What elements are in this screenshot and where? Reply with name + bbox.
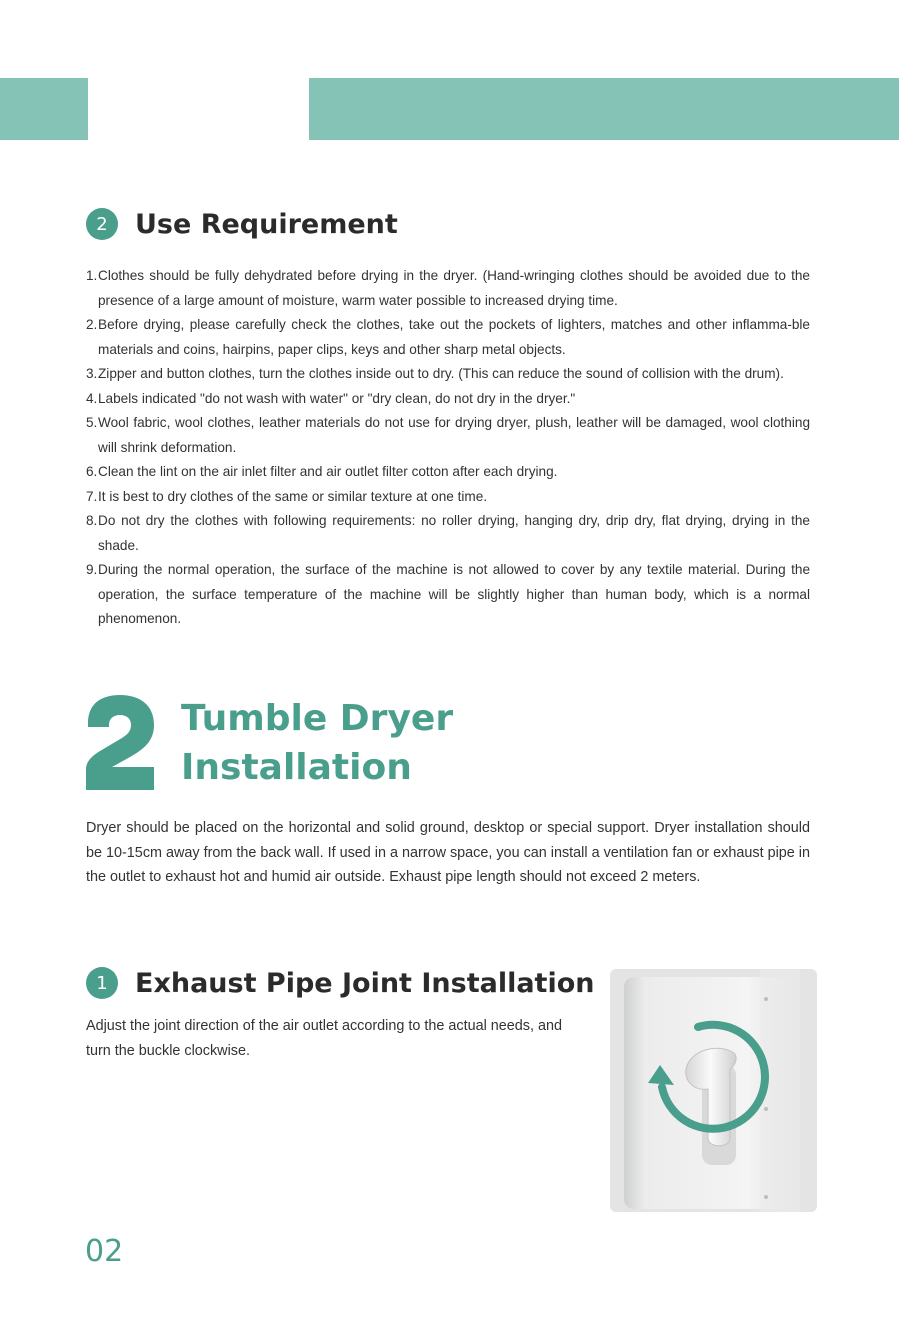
list-item-text: Before drying, please carefully check the clothes, take out the pockets of lighters, matches and other inflamma-ble materials and coins, hairpins, paper clips, keys and other sharp metal objects. [98, 317, 810, 357]
list-item-index: 1. [86, 268, 98, 283]
list-item [86, 313, 810, 362]
chapter-title-line-1: Tumble Dryer [181, 698, 454, 739]
header-band-left [0, 78, 88, 140]
exhaust-joint-illustration [610, 969, 817, 1212]
list-item-text: Clean the lint on the air inlet filter and air outlet filter cotton after each drying. [98, 464, 558, 479]
use-requirement-list [86, 264, 810, 632]
list-item-text: Do not dry the clothes with following requirements: no roller drying, hanging dry, drip dry, flat drying, drying in the shade. [98, 513, 810, 553]
list-item-text: During the normal operation, the surface of the machine is not allowed to cover by any textile material. During the operation, the surface temperature of the machine will be slightly higher than human body, which is a normal phenomenon. [98, 562, 810, 626]
list-item-index: 6. [86, 464, 98, 479]
page-number: 02 [85, 1234, 124, 1269]
list-item [86, 485, 810, 510]
list-item-index: 7. [86, 488, 98, 504]
section-number-badge: 2 [86, 208, 118, 240]
list-item [86, 387, 810, 412]
exhaust-pipe-instructions: Adjust the joint direction of the air outlet according to the actual needs, and turn the buckle clockwise. [86, 1018, 562, 1059]
list-item-index: 5. [86, 415, 98, 430]
list-item-index: 3. [86, 366, 98, 381]
section-title: Exhaust Pipe Joint Installation [135, 967, 595, 999]
section-number-badge: 1 [86, 967, 118, 999]
list-item-text: It is best to dry clothes of the same or similar texture at one time. [98, 488, 488, 504]
list-item-text: Wool fabric, wool clothes, leather materials do not use for drying dryer, plush, leather will be damaged, wool clothing will shrink deformation. [98, 415, 810, 455]
list-item-index: 8. [86, 513, 98, 528]
list-item [86, 411, 810, 460]
list-item-text: Clothes should be fully dehydrated before drying in the dryer. (Hand-wringing clothes should be avoided due to the presence of a large amount of moisture, warm water possible to increased drying time. [98, 268, 810, 308]
list-item-index: 4. [86, 390, 98, 406]
list-item [86, 362, 810, 387]
list-item [86, 509, 810, 558]
list-item-index: 9. [86, 562, 98, 577]
header-band-right [309, 78, 899, 140]
chapter-number-graphic [84, 693, 156, 792]
section-title: Use Requirement [135, 208, 398, 240]
chapter-title [181, 694, 453, 792]
list-item [86, 264, 810, 313]
installation-paragraph: Dryer should be placed on the horizontal and solid ground, desktop or special support. Dryer installation should be 10-15cm away from the back wall. If used in a narrow space, you can install a ventilation fan or exhaust pipe in the outlet to exhaust hot and humid air outside. Exhaust pipe length should not exceed 2 meters. [86, 820, 810, 885]
list-item [86, 460, 810, 485]
list-item-text: Zipper and button clothes, turn the clothes inside out to dry. (This can reduce the sound of collision with the drum). [98, 366, 784, 381]
exhaust-pipe-heading [86, 967, 595, 999]
chapter-title-line-2: Installation [181, 747, 412, 788]
list-item-index: 2. [86, 317, 98, 332]
list-item [86, 558, 810, 632]
use-requirement-heading [86, 208, 398, 240]
list-item-text: Labels indicated "do not wash with water" or "dry clean, do not dry in the dryer." [98, 390, 576, 406]
